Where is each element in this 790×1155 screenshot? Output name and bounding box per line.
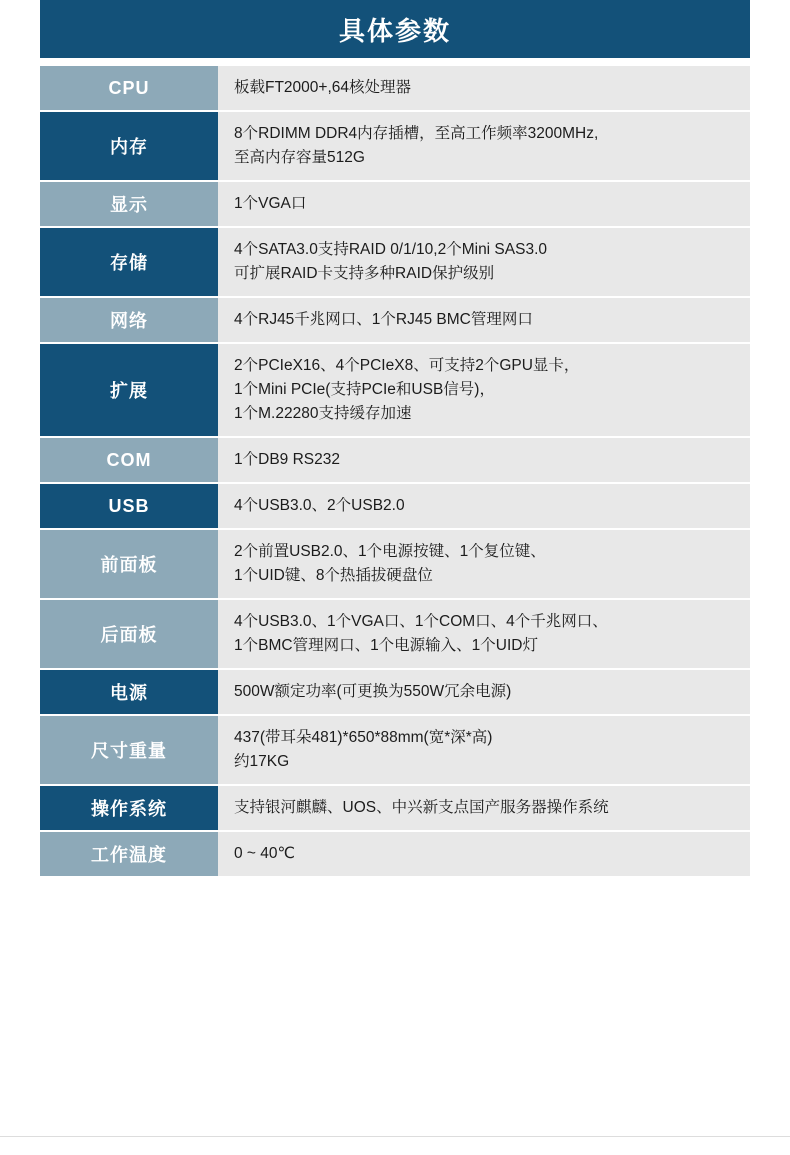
table-row	[40, 599, 750, 669]
spec-label-cell: CPU	[40, 66, 218, 111]
spec-label-cell: 内存	[40, 111, 218, 181]
spec-value-line: 1个BMC管理网口、1个电源输入、1个UID灯	[234, 637, 538, 655]
spec-value-line: 8个RDIMM DDR4内存插槽，至高工作频率3200MHz,	[234, 125, 599, 143]
spec-label-cell: 网络	[40, 297, 218, 343]
spec-value-cell	[218, 669, 750, 715]
footer-divider	[0, 1136, 790, 1137]
table-row	[40, 66, 750, 111]
spec-value-line: 可扩展RAID卡支持多种RAID保护级别	[234, 265, 495, 283]
spec-label-cell: 工作温度	[40, 831, 218, 877]
spec-label-cell: 尺寸重量	[40, 715, 218, 785]
spec-value-line: 1个VGA口	[234, 195, 307, 213]
spec-label-cell: 电源	[40, 669, 218, 715]
spec-value-cell	[218, 343, 750, 437]
spec-label-cell: 显示	[40, 181, 218, 227]
spec-value-line: 4个USB3.0、1个VGA口、1个COM口、4个千兆网口、	[234, 613, 608, 631]
table-row	[40, 437, 750, 483]
spec-table	[40, 66, 750, 878]
spec-table-body	[40, 66, 750, 877]
table-row	[40, 227, 750, 297]
spec-label-cell: 前面板	[40, 529, 218, 599]
spec-value-cell	[218, 785, 750, 831]
spec-value-cell	[218, 181, 750, 227]
spec-label-cell: 存储	[40, 227, 218, 297]
spec-value-cell	[218, 297, 750, 343]
spec-value-line: 支持银河麒麟、UOS、中兴新支点国产服务器操作系统	[234, 799, 609, 817]
table-row	[40, 529, 750, 599]
spec-label-cell: COM	[40, 437, 218, 483]
spec-value-cell	[218, 831, 750, 877]
spec-value-cell	[218, 66, 750, 111]
spec-value-line: 板载FT2000+,64核处理器	[234, 79, 412, 96]
spec-value-line: 至高内存容量512G	[234, 149, 365, 167]
table-row	[40, 831, 750, 877]
spec-value-line: 2个PCIeX16、4个PCIeX8、可支持2个GPU显卡，	[234, 357, 580, 375]
spec-value-line: 1个M.22280支持缓存加速	[234, 405, 412, 423]
spec-value-line: 1个UID键、8个热插拔硬盘位	[234, 567, 433, 585]
spec-value-line: 4个SATA3.0支持RAID 0/1/10,2个Mini SAS3.0	[234, 241, 547, 259]
table-row	[40, 785, 750, 831]
spec-value-line: 500W额定功率(可更换为550W冗余电源)	[234, 683, 512, 701]
table-row	[40, 343, 750, 437]
spec-value-line: 437(带耳朵481)*650*88mm(宽*深*高)	[234, 729, 493, 747]
table-row	[40, 111, 750, 181]
table-row	[40, 483, 750, 529]
spec-value-line: 1个DB9 RS232	[234, 451, 340, 469]
table-row	[40, 297, 750, 343]
spec-value-cell	[218, 529, 750, 599]
spec-label-cell: 扩展	[40, 343, 218, 437]
spec-value-cell	[218, 437, 750, 483]
spec-label-cell: USB	[40, 483, 218, 529]
spec-label-cell: 操作系统	[40, 785, 218, 831]
spec-value-cell	[218, 111, 750, 181]
spec-value-line: 2个前置USB2.0、1个电源按键、1个复位键、	[234, 543, 546, 561]
spec-value-cell	[218, 715, 750, 785]
spec-value-line: 0 ~ 40℃	[234, 845, 295, 863]
spec-value-line: 约17KG	[234, 753, 290, 771]
spec-label-cell: 后面板	[40, 599, 218, 669]
spec-value-line: 4个USB3.0、2个USB2.0	[234, 497, 405, 515]
table-row	[40, 715, 750, 785]
spec-value-cell	[218, 483, 750, 529]
table-row	[40, 669, 750, 715]
page-title: 具体参数	[40, 0, 750, 58]
spec-value-cell	[218, 599, 750, 669]
spec-value-line: 4个RJ45千兆网口、1个RJ45 BMC管理网口	[234, 311, 533, 329]
spec-value-line: 1个Mini PCIe(支持PCIe和USB信号)，	[234, 381, 495, 399]
spec-value-cell	[218, 227, 750, 297]
table-row	[40, 181, 750, 227]
